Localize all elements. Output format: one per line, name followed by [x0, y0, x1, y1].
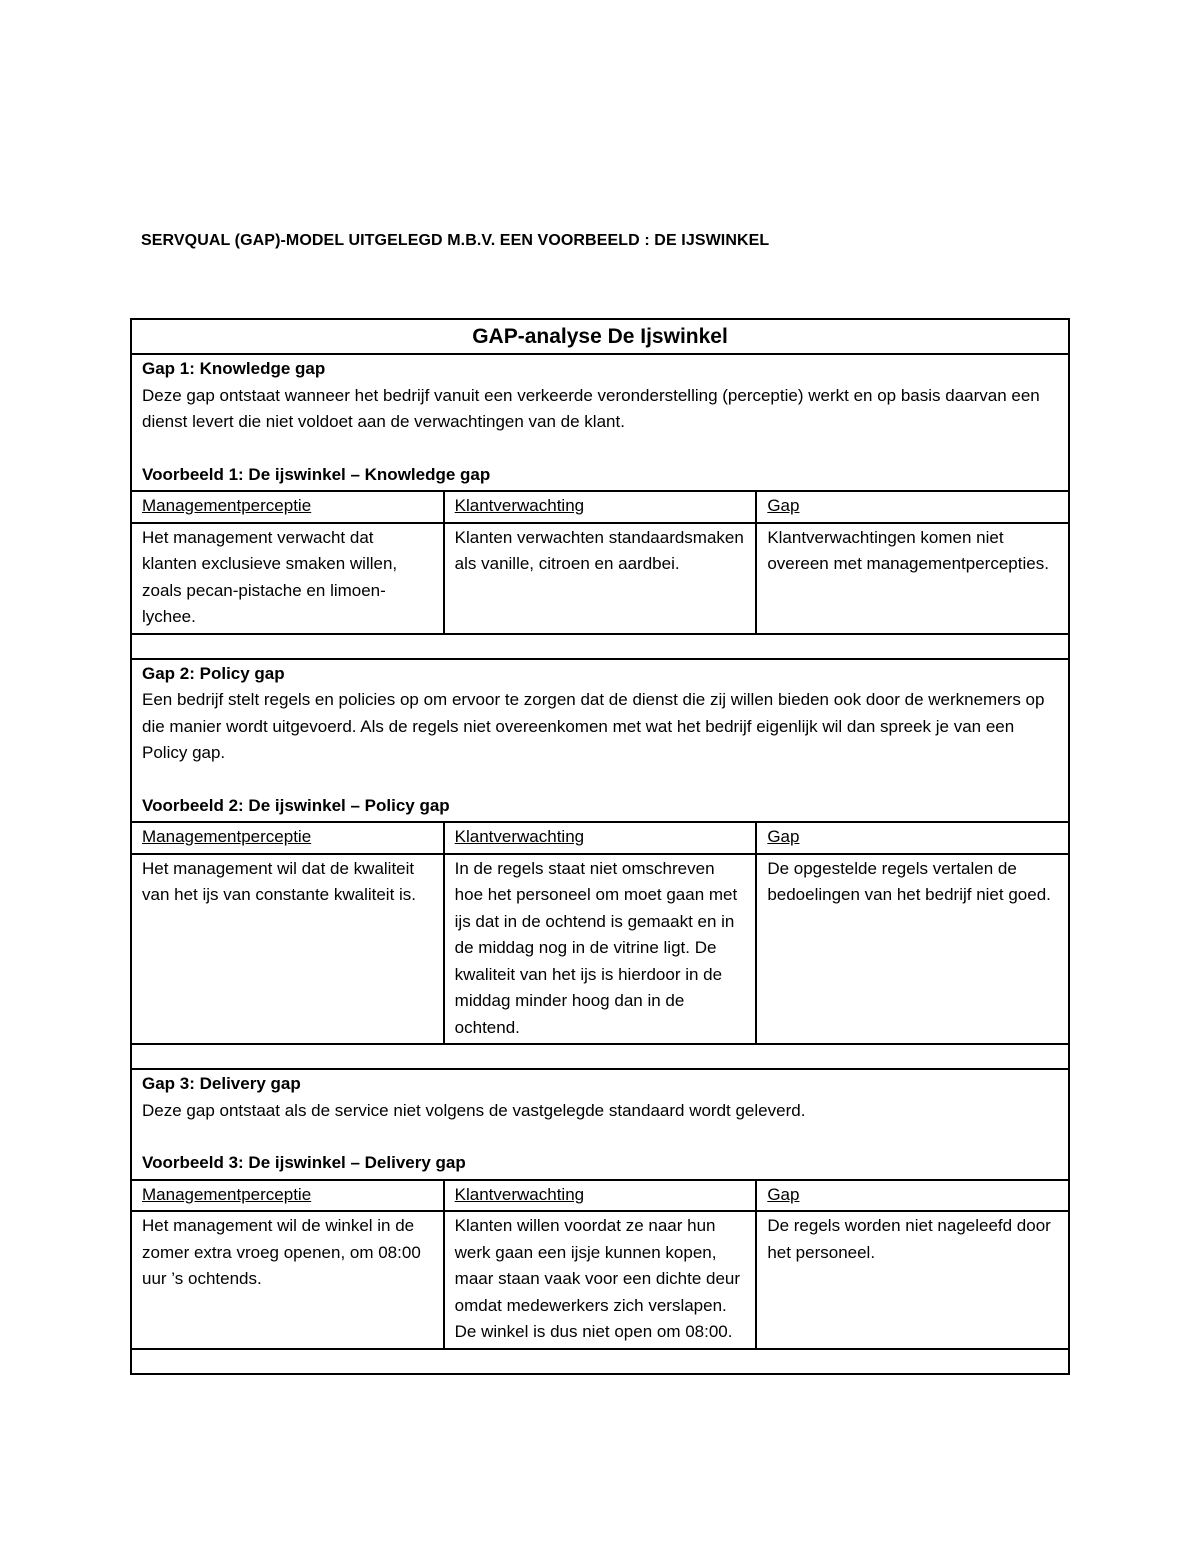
gap-heading-3: Gap 3: Delivery gap [142, 1074, 301, 1093]
table-title: GAP-analyse De Ijswinkel [131, 319, 1069, 354]
gap-analysis-table [130, 318, 1070, 1375]
gap-section-intro-3 [131, 1069, 1069, 1180]
gap-description-3: Deze gap ontstaat als de service niet volgens de vastgelegde standaard wordt geleverd. [142, 1100, 806, 1120]
empty-separator-row-2 [131, 1044, 1069, 1069]
customer-expectation-cell: Klanten verwachten standaardsmaken als vanille, citroen en aardbei. [454, 527, 744, 573]
example-row-1 [131, 523, 1069, 634]
table-title-row [131, 319, 1069, 354]
column-header-row-3 [131, 1180, 1069, 1212]
example-row-3 [131, 1211, 1069, 1349]
column-header-klantverwachting: Klantverwachting [454, 827, 585, 846]
column-header-gap: Gap [767, 1184, 800, 1204]
gap-section-intro-2 [131, 659, 1069, 823]
column-header-managementperceptie: Managementperceptie [142, 827, 312, 846]
column-header-gap: Gap [767, 496, 800, 515]
empty-separator-row-3 [131, 1349, 1069, 1374]
gap-heading-2: Gap 2: Policy gap [142, 663, 285, 683]
column-header-managementperceptie: Managementperceptie [142, 496, 312, 515]
column-header-row-2 [131, 822, 1069, 854]
gap-section-intro-1 [131, 354, 1069, 491]
column-header-klantverwachting: Klantverwachting [454, 496, 585, 515]
document-title: SERVQUAL (GAP)-MODEL UITGELEGD M.B.V. EEN VOORBEELD : DE IJSWINKEL [141, 232, 770, 249]
management-perception-cell: Het management wil de winkel in de zomer extra vroeg openen, om 08:00 uur ’s ochtends. [142, 1216, 421, 1288]
management-perception-cell: Het management wil dat de kwaliteit van het ijs van constante kwaliteit is. [142, 858, 417, 904]
gap-description-2: Een bedrijf stelt regels en policies op om ervoor te zorgen dat de dienst die zij willen bieden ook door de werknemers op die manier wordt uitgevoerd. Als de regels niet overeenkomen met wat het bedrijf eigenlijk wil dan spreek je van een Policy gap. [142, 690, 1045, 762]
gap-cell: De opgestelde regels vertalen de bedoelingen van het bedrijf niet goed. [767, 858, 1051, 904]
customer-expectation-cell: In de regels staat niet omschreven hoe het personeel om moet gaan met ijs dat in de ochtend is gemaakt en in de middag nog in de vitrine ligt. De kwaliteit van het ijs is hierdoor in de middag minder hoog dan in de ochtend. [454, 858, 738, 1037]
management-perception-cell: Het management verwacht dat klanten exclusieve smaken willen, zoals pecan-pistache en limoen-lychee. [142, 527, 398, 626]
example-heading-2: Voorbeeld 2: De ijswinkel – Policy gap [142, 795, 450, 815]
column-header-row-1 [131, 491, 1069, 523]
gap-cell: De regels worden niet nageleefd door het personeel. [767, 1216, 1051, 1262]
gap-heading-1: Gap 1: Knowledge gap [142, 359, 326, 378]
example-row-2 [131, 854, 1069, 1045]
example-heading-1: Voorbeeld 1: De ijswinkel – Knowledge gap [142, 464, 491, 484]
customer-expectation-cell: Klanten willen voordat ze naar hun werk gaan een ijsje kunnen kopen, maar staan vaak voor een dichte deur omdat medewerkers zich verslapen. De winkel is dus niet open om 08:00. [454, 1216, 741, 1341]
column-header-gap: Gap [767, 827, 800, 846]
gap-cell: Klantverwachtingen komen niet overeen met managementpercepties. [767, 527, 1049, 573]
gap-description-1: Deze gap ontstaat wanneer het bedrijf vanuit een verkeerde veronderstelling (perceptie) werkt en op basis daarvan een dienst levert die niet voldoet aan de verwachtingen van de klant. [142, 385, 1040, 431]
example-heading-3: Voorbeeld 3: De ijswinkel – Delivery gap [142, 1153, 466, 1172]
column-header-klantverwachting: Klantverwachting [454, 1184, 585, 1204]
column-header-managementperceptie: Managementperceptie [142, 1184, 312, 1204]
empty-separator-row-1 [131, 634, 1069, 659]
